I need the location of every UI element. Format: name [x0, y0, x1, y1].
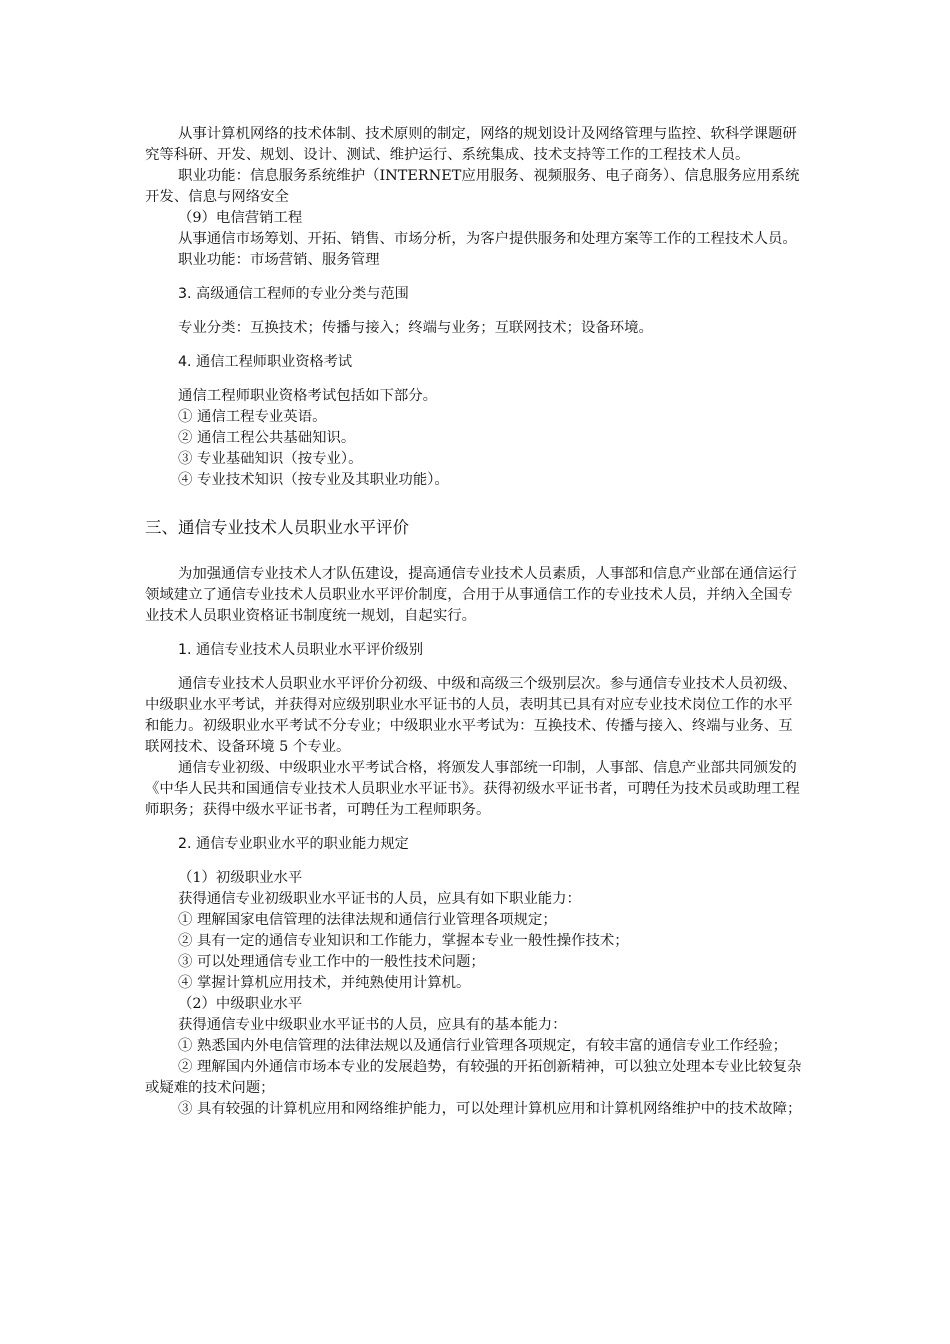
paragraph: 获得通信专业初级职业水平证书的人员，应具有如下职业能力：	[178, 891, 581, 907]
paragraph: 通信专业初级、中级职业水平考试合格，将颁发人事部统一印制，人事部、信息产业部共同颁发的《中华人民共和国通信专业技术人员职业水平证书》。获得初级水平证书者，可聘任为技术员或助理工程师职务；获得中级水平证书者，可聘任为工程师职务。	[145, 760, 800, 818]
section-heading: 3. 高级通信工程师的专业分类与范围	[178, 286, 409, 302]
list-item: ② 理解国内外通信市场本专业的发展趋势，有较强的开拓创新精神，可以独立处理本专业比较复杂或疑难的技术问题；	[145, 1059, 802, 1096]
paragraph: 通信工程师职业资格考试包括如下部分。	[178, 388, 438, 404]
section-heading: 4. 通信工程师职业资格考试	[178, 354, 353, 370]
list-item: ② 通信工程公共基础知识。	[178, 430, 356, 446]
paragraph: 专业分类：互换技术；传播与接入；终端与业务；互联网技术；设备环境。	[178, 320, 653, 336]
paragraph: 通信专业技术人员职业水平评价分初级、中级和高级三个级别层次。参与通信专业技术人员初级、中级职业水平考试，并获得对应级别职业水平证书的人员，表明其已具有对应专业技术岗位工作的水平和能力。初级职业水平考试不分专业；中级职业水平考试为：互换技术、传播与接入、终端与业务、互联网技术、设备环境 5 个专业。	[145, 676, 797, 755]
paragraph: 职业功能：信息服务系统维护（INTERNET应用服务、视频服务、电子商务）、信息服务应用系统开发、信息与网络安全	[145, 168, 800, 205]
list-item: ③ 具有较强的计算机应用和网络维护能力，可以处理计算机应用和计算机网络维护中的技术故障；	[178, 1101, 802, 1117]
chapter-heading: 三、通信专业技术人员职业水平评价	[145, 518, 409, 537]
paragraph: 从事通信市场筹划、开拓、销售、市场分析，为客户提供服务和处理方案等工作的工程技术人员。	[178, 231, 797, 247]
paragraph: 职业功能：市场营销、服务管理	[178, 252, 380, 268]
paragraph: 从事计算机网络的技术体制、技术原则的制定，网络的规划设计及网络管理与监控、软科学课题研究等科研、开发、规划、设计、测试、维护运行、系统集成、技术支持等工作的工程技术人员。	[145, 126, 797, 163]
list-item: ④ 专业技术知识（按专业及其职业功能）。	[178, 472, 449, 488]
paragraph: 获得通信专业中级职业水平证书的人员，应具有的基本能力：	[178, 1017, 567, 1033]
section-heading: 2. 通信专业职业水平的职业能力规定	[178, 836, 409, 852]
subsection-label: （1）初级职业水平	[178, 870, 303, 886]
list-item: ② 具有一定的通信专业知识和工作能力，掌握本专业一般性操作技术；	[178, 933, 629, 949]
list-item: ③ 专业基础知识（按专业）。	[178, 451, 363, 467]
list-item: ① 理解国家电信管理的法律法规和通信行业管理各项规定；	[178, 912, 557, 928]
list-item: ④ 掌握计算机应用技术，并纯熟使用计算机。	[178, 975, 471, 991]
section-heading: 1. 通信专业技术人员职业水平评价级别	[178, 642, 424, 658]
document-body	[145, 124, 805, 1120]
paragraph: 为加强通信专业技术人才队伍建设，提高通信专业技术人员素质，人事部和信息产业部在通信运行领域建立了通信专业技术人员职业水平评价制度，合用于从事通信工作的专业技术人员，并纳入全国专业技术人员职业资格证书制度统一规划，自起实行。	[145, 566, 797, 624]
list-item: ① 熟悉国内外电信管理的法律法规以及通信行业管理各项规定，有较丰富的通信专业工作经验；	[178, 1038, 787, 1054]
subsection-label: （9）电信营销工程	[178, 210, 303, 226]
list-item: ③ 可以处理通信专业工作中的一般性技术问题；	[178, 954, 485, 970]
subsection-label: （2）中级职业水平	[178, 996, 303, 1012]
list-item: ① 通信工程专业英语。	[178, 409, 327, 425]
